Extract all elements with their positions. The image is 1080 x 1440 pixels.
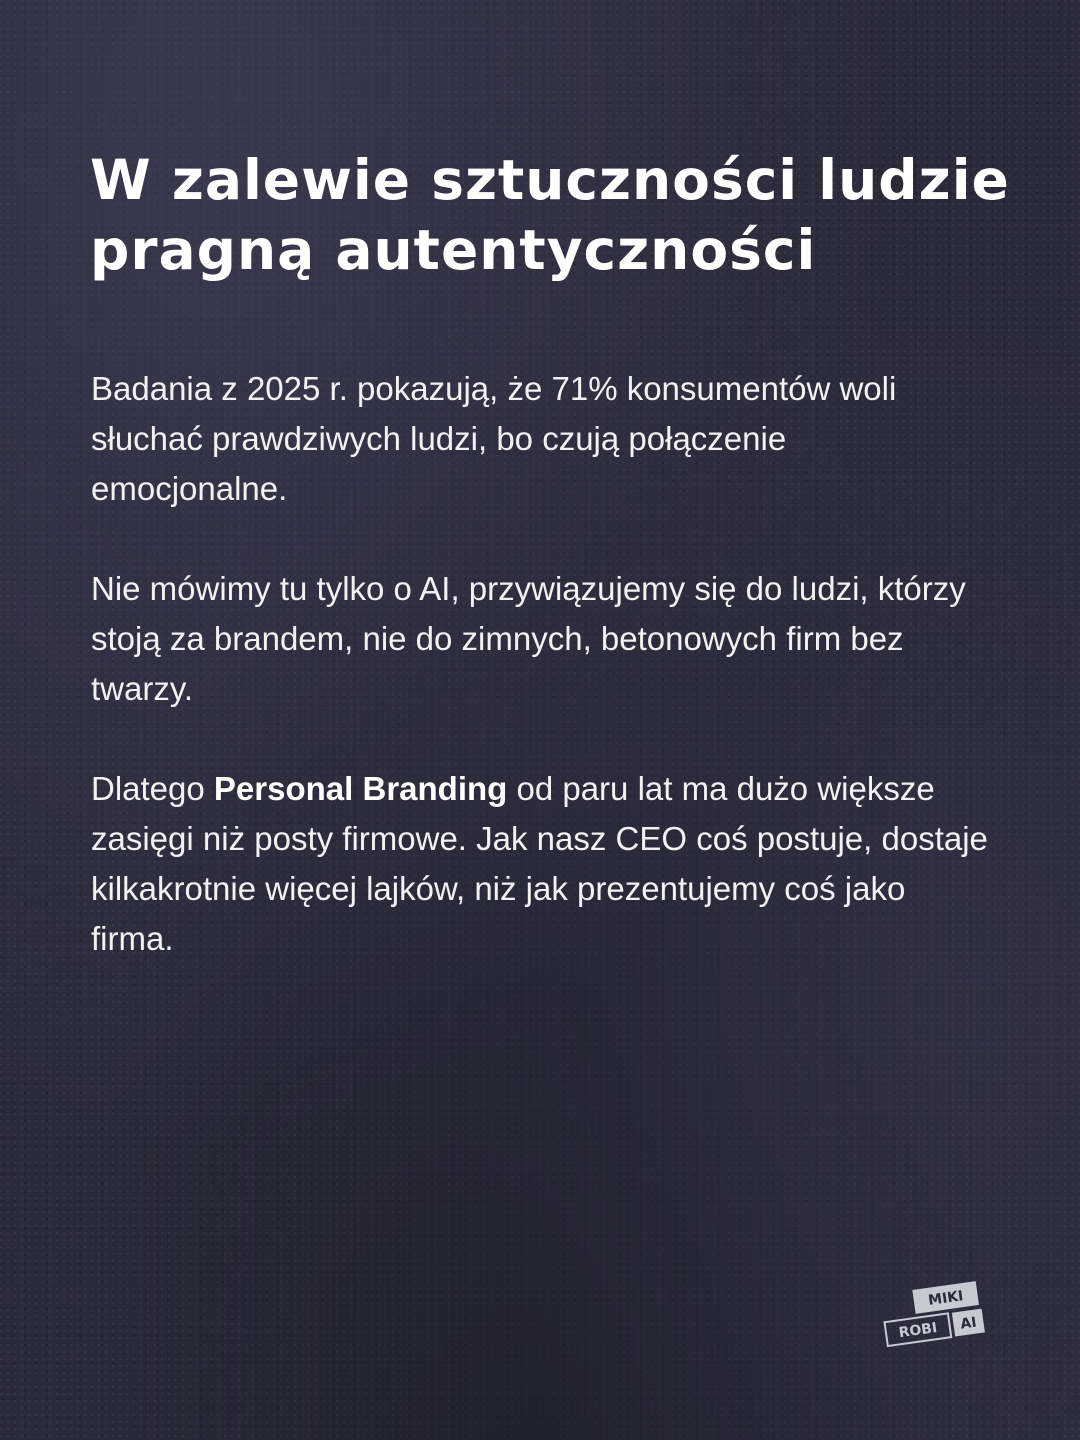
paragraph-research: Badania z 2025 r. pokazują, że 71% konsumentów woli słuchać prawdziwych ludzi, bo czują połączenie emocjonalne. (91, 370, 897, 507)
paragraph-personal-branding-start: Dlatego (91, 770, 214, 807)
headline-line-1: W zalewie sztuczności ludzie (90, 148, 1010, 212)
logo-text-robi: ROBI (897, 1320, 939, 1342)
headline (90, 145, 1010, 285)
paragraph-personal-branding (91, 764, 991, 964)
headline-line-2: pragną autentyczności (90, 218, 817, 282)
miki-robi-ai-logo (880, 1275, 992, 1355)
logo-text-ai: AI (959, 1314, 978, 1333)
logo-text-miki: MIKI (927, 1288, 965, 1309)
paragraph-people: Nie mówimy tu tylko o AI, przywiązujemy się do ludzi, którzy stoją za brandem, nie do zimnych, betonowych firm bez twarzy. (91, 570, 966, 707)
paragraph-personal-branding-end: od paru lat ma dużo większe zasięgi niż posty firmowe. Jak nasz CEO coś postuje, dostaje kilkakrotnie więcej lajków, niż jak prezentujemy coś jako firma. (91, 770, 988, 957)
personal-branding-highlight: Personal Branding (213, 770, 508, 807)
body-text (91, 364, 991, 1014)
